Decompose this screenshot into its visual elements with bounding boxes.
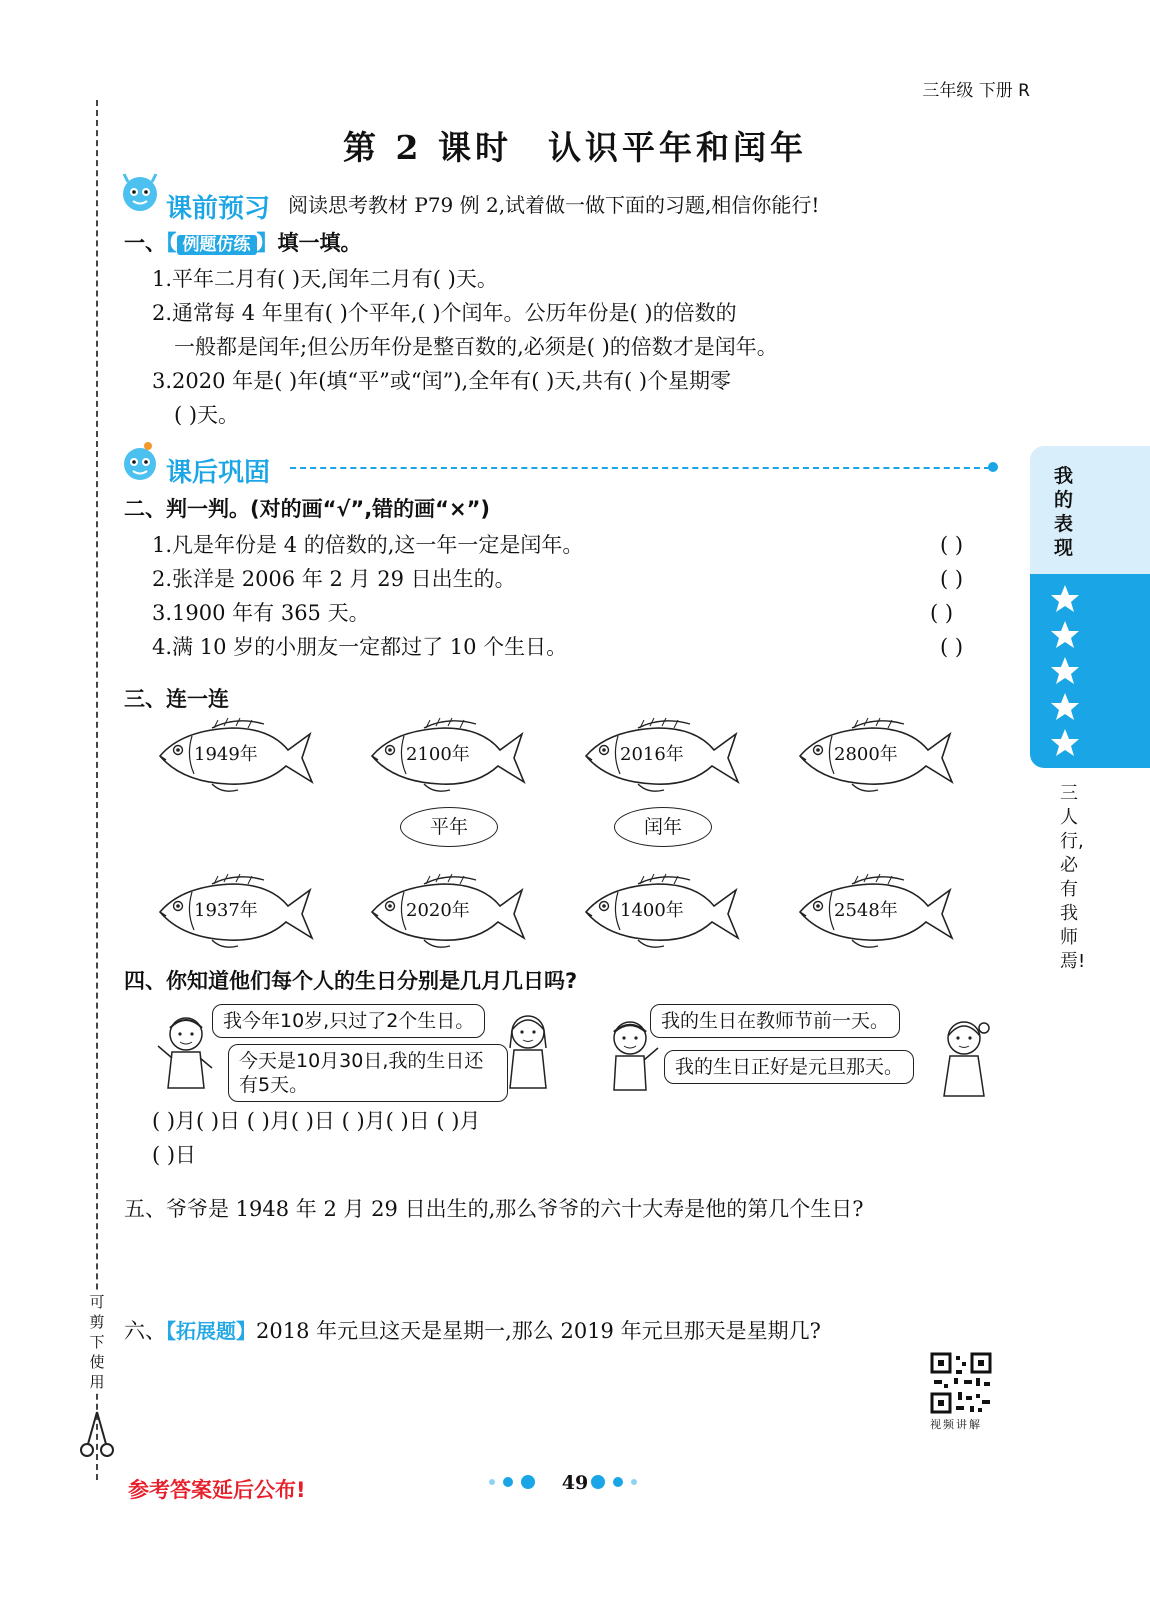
q1-prefix: 一、: [124, 231, 166, 255]
cut-line: [96, 100, 98, 1480]
fish-bottom-1[interactable]: [152, 872, 314, 952]
speech-bubble-2: 今天是10月30日,我的生日还有5天。: [228, 1044, 508, 1102]
performance-label-char: 我: [1054, 465, 1074, 487]
decor-dots-right-icon: [588, 1474, 640, 1490]
lesson-title: [0, 122, 1150, 169]
q6-tag-bracket-right: 】: [236, 1319, 256, 1343]
lesson-number: 第 2 课时: [343, 128, 512, 167]
fish-year-label: 2800年: [834, 744, 898, 765]
speech-bubble-4: 我的生日正好是元旦那天。: [664, 1050, 914, 1084]
q1-item-2-cont: 一般都是闰年;但公历年份是整百数的,必须是( )的倍数才是闰年。: [174, 335, 778, 359]
mascot-icon: [118, 172, 162, 220]
q6-line: [124, 1316, 821, 1346]
mascot-icon: [118, 440, 162, 488]
star-icon[interactable]: [1050, 584, 1080, 614]
preview-intro: 阅读思考教材 P79 例 2,试着做一做下面的习题,相信你能行!: [288, 193, 820, 217]
q2-item-1: 1.凡是年份是 4 的倍数的,这一年一定是闰年。: [152, 533, 584, 557]
motto: 三人行,必有我师焉!: [1060, 783, 1086, 972]
q4-answers-line-2: ( )日: [152, 1143, 197, 1167]
fish-top-3[interactable]: [578, 716, 740, 796]
fish-year-label: 2020年: [406, 900, 470, 921]
performance-label: [1054, 464, 1078, 560]
fish-top-2[interactable]: [364, 716, 526, 796]
cut-label: 可剪下使用: [86, 1292, 108, 1392]
fish-bottom-3[interactable]: [578, 872, 740, 952]
fish-top-4[interactable]: [792, 716, 954, 796]
q1-tag-bracket-left: 【: [166, 231, 177, 255]
girl-figure-icon: [496, 1008, 562, 1102]
q1-item-2: 2.通常每 4 年里有( )个平年,( )个闰年。公历年份是( )的倍数的: [152, 301, 737, 325]
fish-year-label: 1937年: [194, 900, 258, 921]
fish-top-1[interactable]: [152, 716, 314, 796]
q3-title: 三、连一连: [124, 687, 229, 711]
q1-item-3-cont: ( )天。: [174, 403, 240, 427]
performance-label-char: 表: [1054, 513, 1074, 535]
star-rating: [1030, 574, 1150, 768]
q2-answer-1: ( ): [940, 533, 964, 557]
speech-bubble-3: 我的生日在教师节前一天。: [650, 1004, 900, 1038]
boy-figure-icon: [150, 1012, 220, 1104]
qr-code-icon[interactable]: [930, 1352, 992, 1414]
preview-section-label: 课前预习: [166, 194, 271, 224]
q6-prefix: 六、: [124, 1319, 166, 1343]
speech-bubble-1: 我今年10岁,只过了2个生日。: [212, 1004, 485, 1038]
q1-item-3: 3.2020 年是( )年(填“平”或“闰”),全年有( )天,共有( )个星期零: [152, 369, 732, 393]
category-leap-year[interactable]: 闰年: [614, 807, 712, 847]
category-ordinary-year[interactable]: 平年: [400, 807, 498, 847]
q5-text: 五、爷爷是 1948 年 2 月 29 日出生的,那么爷爷的六十大寿是他的第几个生日?: [124, 1197, 864, 1221]
grade-info: 三年级 下册 R: [922, 81, 1030, 101]
q1-tag: 例题仿练: [177, 235, 257, 255]
qr-label: 视频讲解: [930, 1418, 982, 1431]
q2-title: 二、判一判。(对的画“√”,错的画“×”): [124, 497, 490, 521]
performance-label-char: 现: [1054, 537, 1074, 559]
answer-note: 参考答案延后公布!: [128, 1478, 306, 1502]
q6-tag: 拓展题: [176, 1319, 236, 1343]
section-divider: [290, 467, 990, 469]
fish-bottom-2[interactable]: [364, 872, 526, 952]
performance-label-box: [1030, 446, 1150, 574]
performance-label-char: 的: [1054, 489, 1074, 511]
q6-tag-bracket-left: 【: [166, 1319, 176, 1343]
q1-heading: [124, 228, 362, 260]
q2-answer-2: ( ): [940, 567, 964, 591]
q1-tag-bracket-right: 】: [256, 231, 278, 255]
scissors-icon: [80, 1410, 114, 1458]
fish-year-label: 2100年: [406, 744, 470, 765]
q2-item-2: 2.张洋是 2006 年 2 月 29 日出生的。: [152, 567, 516, 591]
star-icon[interactable]: [1050, 656, 1080, 686]
review-section-label: 课后巩固: [166, 458, 271, 488]
performance-panel: [1030, 446, 1150, 768]
fish-year-label: 2548年: [834, 900, 898, 921]
q2-item-3: 3.1900 年有 365 天。: [152, 601, 370, 625]
fish-year-label: 1400年: [620, 900, 684, 921]
fish-year-label: 1949年: [194, 744, 258, 765]
fish-year-label: 2016年: [620, 744, 684, 765]
q2-answer-3: ( ): [930, 601, 954, 625]
star-icon[interactable]: [1050, 692, 1080, 722]
q4-title: 四、你知道他们每个人的生日分别是几月几日吗?: [124, 969, 578, 993]
q2-item-4: 4.满 10 岁的小朋友一定都过了 10 个生日。: [152, 635, 568, 659]
girl-figure-icon: [930, 1014, 1002, 1108]
q1-text: 填一填。: [277, 231, 362, 255]
q2-answer-4: ( ): [940, 635, 964, 659]
page-number: 49: [561, 1472, 589, 1494]
q6-text: 2018 年元旦这天是星期一,那么 2019 年元旦那天是星期几?: [256, 1319, 821, 1343]
star-icon[interactable]: [1050, 620, 1080, 650]
fish-bottom-4[interactable]: [792, 872, 954, 952]
q1-item-1: 1.平年二月有( )天,闰年二月有( )天。: [152, 267, 498, 291]
lesson-name: 认识平年和闰年: [547, 128, 807, 167]
star-icon[interactable]: [1050, 728, 1080, 758]
divider-dot: [988, 462, 998, 472]
q4-answers-line-1: ( )月( )日 ( )月( )日 ( )月( )日 ( )月: [152, 1109, 481, 1133]
